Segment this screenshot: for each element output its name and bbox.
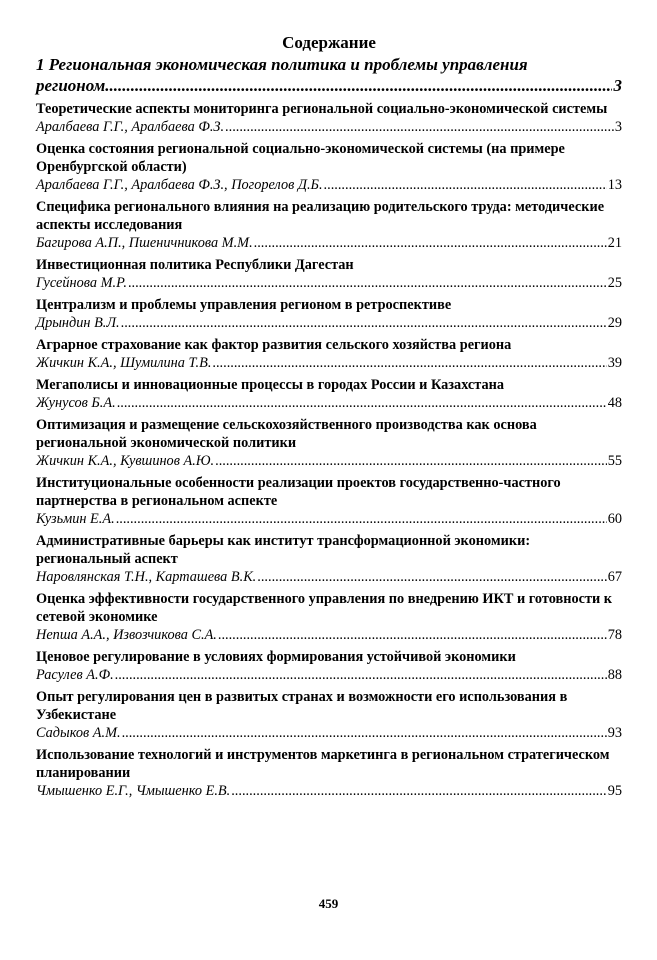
leader-dots: [256, 568, 606, 586]
entry-authors: Багирова А.П., Пшеничникова М.М.: [36, 235, 253, 251]
leader-dots: [120, 314, 607, 332]
entry-author-line: [36, 782, 622, 800]
toc-entries: [36, 100, 622, 800]
entry-author-line: [36, 394, 622, 412]
toc-entry: [36, 688, 622, 742]
entry-page-number: 55: [607, 453, 622, 469]
leader-dots: [253, 234, 607, 252]
entry-page-number: 48: [607, 395, 622, 411]
toc-entry: [36, 140, 622, 194]
toc-title: Содержание: [282, 33, 376, 52]
entry-page-number: 95: [607, 783, 622, 799]
entry-authors: Кузьмин Е.А.: [36, 511, 115, 527]
toc-entry: [36, 198, 622, 252]
entry-authors: Жунусов Б.А.: [36, 395, 116, 411]
entry-author-line: [36, 568, 622, 586]
entry-title: Оценка состояния региональной социально-экономической системы (на примере Оренбургской области): [36, 141, 565, 175]
entry-author-line: [36, 234, 622, 252]
entry-title: Теоретические аспекты мониторинга региональной социально-экономической системы: [36, 101, 608, 117]
leader-dots: [114, 666, 607, 684]
toc-entry: [36, 648, 622, 684]
entry-author-line: [36, 666, 622, 684]
entry-author-line: [36, 452, 622, 470]
entry-authors: Гусейнова М.Р.: [36, 275, 127, 291]
entry-page-number: 39: [607, 355, 622, 371]
toc-entry: [36, 256, 622, 292]
section-heading: [36, 54, 622, 96]
entry-author-line: [36, 274, 622, 292]
toc-entry: [36, 100, 622, 136]
toc-entry: [36, 532, 622, 586]
entry-author-line: [36, 314, 622, 332]
entry-author-line: [36, 724, 622, 742]
leader-dots: [323, 176, 607, 194]
entry-author-line: [36, 176, 622, 194]
entry-title: Опыт регулирования цен в развитых странах и возможности его использования в Узбекистане: [36, 689, 568, 723]
toc-entry: [36, 296, 622, 332]
entry-authors: Садыков А.М.: [36, 725, 121, 741]
leader-dots: [105, 75, 611, 96]
toc-entry: [36, 416, 622, 470]
entry-title: Инвестиционная политика Республики Дагестан: [36, 257, 354, 273]
page-number: 459: [318, 896, 339, 911]
entry-page-number: 93: [607, 725, 622, 741]
leader-dots: [230, 782, 606, 800]
leader-dots: [211, 354, 606, 372]
entry-authors: Расулев А.Ф.: [36, 667, 114, 683]
entry-title: Оценка эффективности государственного управления по внедрению ИКТ и готовности к сетевой экономике: [36, 591, 613, 625]
entry-page-number: 3: [614, 119, 622, 135]
entry-title: Специфика регионального влияния на реализацию родительского труда: методические аспекты исследования: [36, 199, 605, 233]
entry-author-line: [36, 510, 622, 528]
entry-page-number: 67: [607, 569, 622, 585]
entry-authors: Жичкин К.А., Шумилина Т.В.: [36, 355, 212, 371]
section-heading-text: регионом: [36, 76, 106, 95]
entry-title: Административные барьеры как институт трансформационной экономики: региональный аспект: [36, 533, 531, 567]
toc-entry: [36, 474, 622, 528]
entry-title: Аграрное страхование как фактор развития сельского хозяйства региона: [36, 337, 512, 353]
section-heading-line1: 1 Региональная экономическая политика и проблемы управления: [36, 55, 528, 74]
leader-dots: [127, 274, 607, 292]
entry-page-number: 29: [607, 315, 622, 331]
entry-page-number: 78: [607, 627, 622, 643]
entry-authors: Непша А.А., Извозчикова С.А.: [36, 627, 217, 643]
entry-page-number: 60: [607, 511, 622, 527]
entry-title: Ценовое регулирование в условиях формирования устойчивой экономики: [36, 649, 516, 665]
toc-entry: [36, 746, 622, 800]
entry-author-line: [36, 626, 622, 644]
toc-entry: [36, 376, 622, 412]
entry-authors: Дрындин В.Л.: [36, 315, 120, 331]
entry-author-line: [36, 118, 622, 136]
entry-authors: Наровлянская Т.Н., Карташева В.К.: [36, 569, 257, 585]
entry-author-line: [36, 354, 622, 372]
leader-dots: [115, 510, 607, 528]
section-heading-line2: [36, 75, 622, 96]
section-page-number: 3: [613, 76, 622, 95]
entry-title: Оптимизация и размещение сельскохозяйственного производства как основа региональной экономической политики: [36, 417, 537, 451]
entry-title: Мегаполисы и инновационные процессы в городах России и Казахстана: [36, 377, 505, 393]
entry-title: Использование технологий и инструментов маркетинга в региональном стратегическом планировании: [36, 747, 610, 781]
entry-page-number: 21: [607, 235, 622, 251]
toc-entry: [36, 590, 622, 644]
leader-dots: [217, 626, 607, 644]
leader-dots: [214, 452, 607, 470]
entry-authors: Чмышенко Е.Г., Чмышенко Е.В.: [36, 783, 231, 799]
leader-dots: [121, 724, 607, 742]
entry-title: Институциональные особенности реализации проектов государственно-частного партнерства в региональном аспекте: [36, 475, 561, 509]
toc-page: [36, 32, 622, 800]
leader-dots: [224, 118, 614, 136]
leader-dots: [116, 394, 607, 412]
toc-entry: [36, 336, 622, 372]
entry-title: Централизм и проблемы управления регионом в ретроспективе: [36, 297, 452, 313]
entry-page-number: 25: [607, 275, 622, 291]
entry-authors: Жичкин К.А., Кувшинов А.Ю.: [36, 453, 215, 469]
entry-authors: Аралбаева Г.Г., Аралбаева Ф.З.: [36, 119, 225, 135]
entry-page-number: 88: [607, 667, 622, 683]
entry-authors: Аралбаева Г.Г., Аралбаева Ф.З., Погорелов Д.Б.: [36, 177, 323, 193]
entry-page-number: 13: [607, 177, 622, 193]
